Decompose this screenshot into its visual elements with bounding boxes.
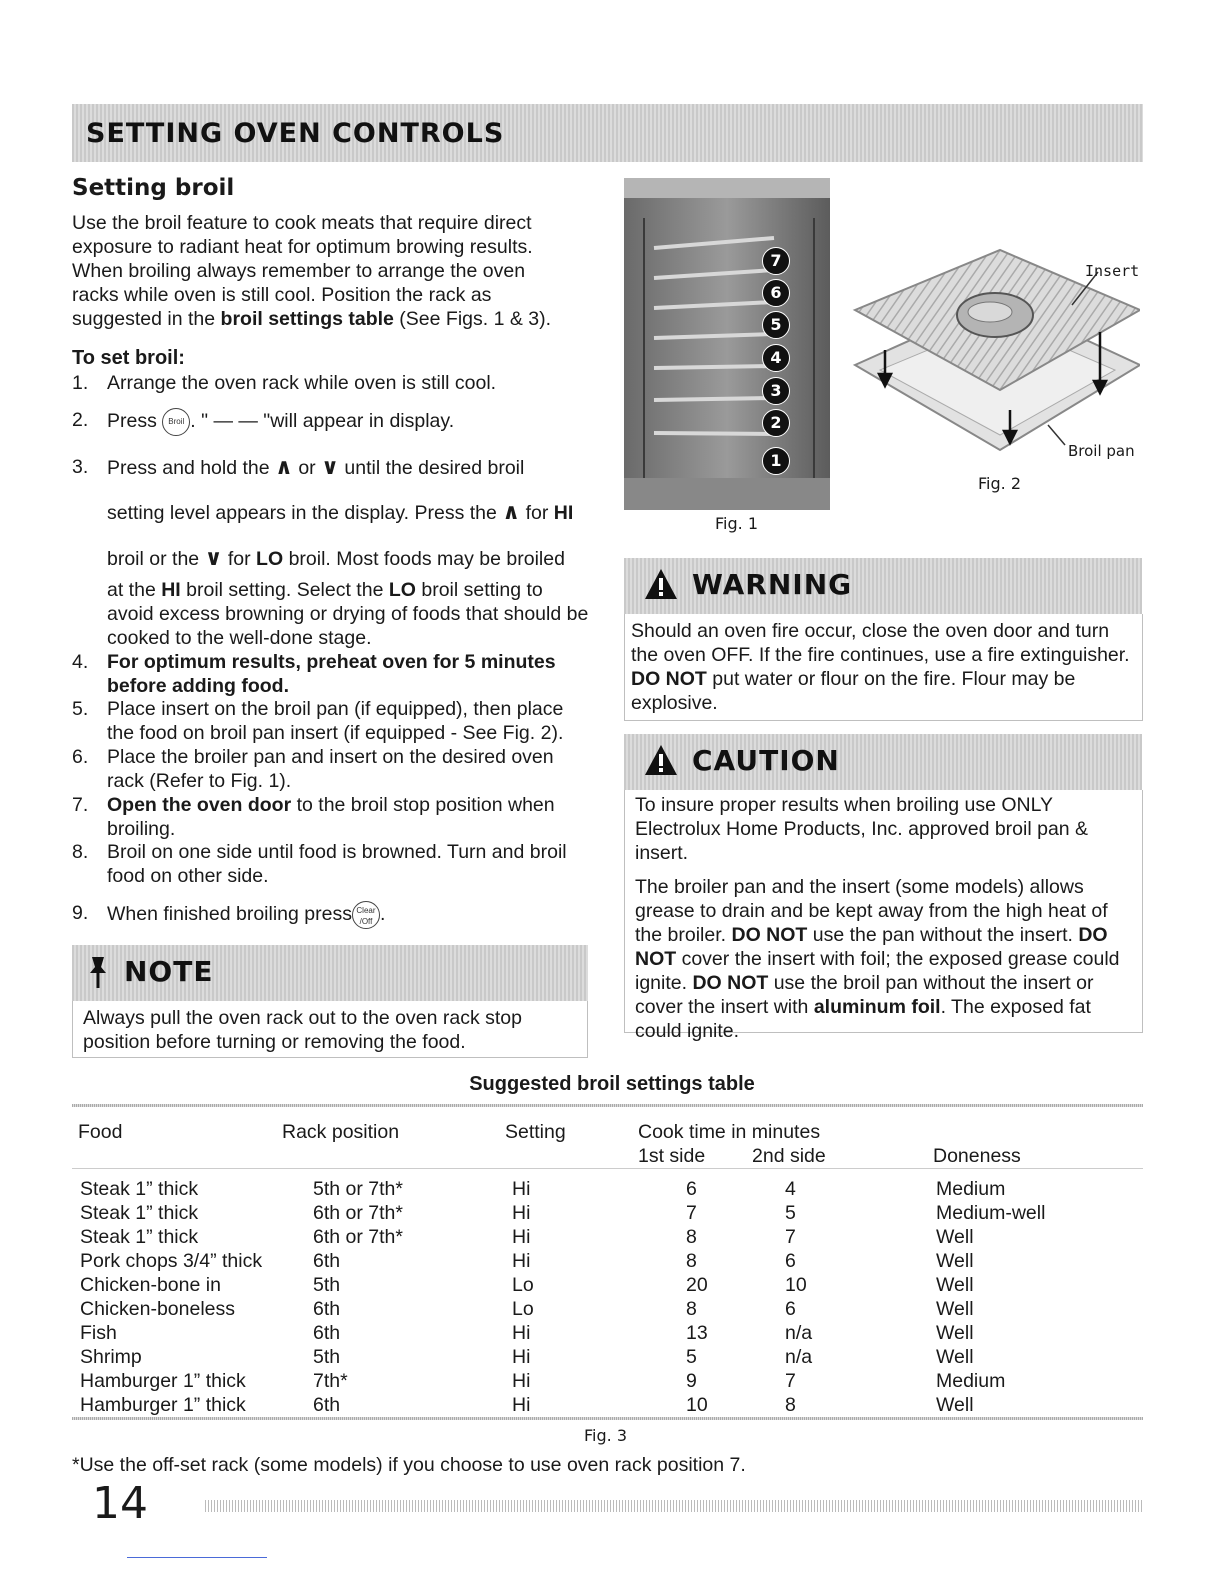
step-text: until the desired broil xyxy=(344,457,525,479)
header-cook-time: Cook time in minutes xyxy=(638,1121,821,1143)
cell-food: Chicken-boneless xyxy=(80,1298,236,1320)
cell-rack-position: 6th xyxy=(313,1298,341,1320)
setting-broil-heading: Setting broil xyxy=(72,175,235,201)
cell-rack-position: 6th xyxy=(313,1322,341,1344)
note-text: Always pull the oven rack out to the oven rack stop position before turning or removing the food. xyxy=(83,1007,522,1053)
fig1-oven-photo xyxy=(624,178,830,510)
cell-first-side: 7 xyxy=(686,1202,697,1224)
down-arrow-icon: ∨ xyxy=(204,545,223,570)
step-text: Place the broiler pan and insert on the desired oven rack (Refer to Fig. 1). xyxy=(107,746,554,792)
cell-rack-position: 5th or 7th* xyxy=(313,1178,403,1200)
step-text: Place insert on the broil pan (if equipped), then place the food on broil pan insert (if equipped - See Fig. 2). xyxy=(107,698,564,744)
cell-first-side: 8 xyxy=(686,1226,697,1248)
intro-text: Use the broil feature to cook meats that require direct exposure to radiant heat for optimum browing results. When broiling always remember to arrange the oven racks while oven is still cool. Position the rack as suggested in the xyxy=(72,212,533,330)
step-text-bold: Open the oven door xyxy=(107,794,292,816)
note-body xyxy=(72,1001,588,1058)
cell-setting: Hi xyxy=(512,1202,531,1224)
warning-header xyxy=(624,558,1142,614)
intro-bold: broil settings table xyxy=(220,308,394,330)
step-text: for xyxy=(227,548,251,570)
rack-badge-2: 2 xyxy=(762,409,790,437)
cell-setting: Hi xyxy=(512,1370,531,1392)
rack-badge-1: 1 xyxy=(762,447,790,475)
lo-label: LO xyxy=(256,548,284,570)
cell-rack-position: 5th xyxy=(313,1346,341,1368)
cell-rack-position: 6th xyxy=(313,1250,341,1272)
table-title: Suggested broil settings table xyxy=(469,1073,755,1095)
step-text: broil setting. Select the xyxy=(186,579,384,601)
cell-first-side: 6 xyxy=(686,1178,697,1200)
cell-second-side: 4 xyxy=(785,1178,796,1200)
cell-first-side: 10 xyxy=(686,1394,708,1416)
caution-text: . The exposed fat could ignite. xyxy=(635,996,1091,1042)
caution-triangle-icon xyxy=(644,744,678,776)
cell-doneness: Well xyxy=(936,1274,974,1296)
step-number: 6. xyxy=(72,746,89,768)
step-text-pre: When finished broiling press xyxy=(107,903,352,926)
caution-bold: aluminum foil xyxy=(813,996,941,1018)
section-header xyxy=(72,104,1143,162)
caution-paragraph-2 xyxy=(625,865,1142,1043)
cell-second-side: 6 xyxy=(785,1298,796,1320)
table-header-rule xyxy=(72,1168,1143,1169)
step-number: 1. xyxy=(72,372,89,394)
cell-doneness: Well xyxy=(936,1226,974,1248)
step-number: 3. xyxy=(72,456,89,478)
warning-text-b: put water or flour on the fire. Flour may be explosive. xyxy=(631,668,1076,714)
step-text: Arrange the oven rack while oven is still cool. xyxy=(107,372,497,394)
cell-doneness: Medium xyxy=(936,1370,1006,1392)
cell-first-side: 5 xyxy=(686,1346,697,1368)
header-food: Food xyxy=(78,1121,123,1143)
hi-label: HI xyxy=(161,579,181,601)
header-rack-position: Rack position xyxy=(282,1121,400,1143)
broil-pan-label: Broil pan xyxy=(1068,442,1135,460)
cell-second-side: 6 xyxy=(785,1250,796,1272)
cell-setting: Lo xyxy=(512,1298,534,1320)
intro-text-end: (See Figs. 1 & 3). xyxy=(393,308,552,330)
oven-interior-illustration xyxy=(624,178,830,510)
cell-second-side: 7 xyxy=(785,1370,796,1392)
table-row xyxy=(0,1249,1224,1273)
caution-paragraph-1: To insure proper results when broiling use ONLY Electrolux Home Products, Inc. approved broil pan & insert. xyxy=(635,794,1089,864)
step-text: broil setting to xyxy=(421,579,543,601)
warning-title: WARNING xyxy=(692,568,853,601)
table-row xyxy=(0,1201,1224,1225)
caution-bold: DO NOT xyxy=(731,924,808,946)
step-number: 9. xyxy=(72,902,89,924)
warning-triangle-icon xyxy=(644,568,678,600)
broil-key-icon: Broil xyxy=(162,408,190,436)
step-text: avoid excess browning or drying of foods that should be cooked to the well-done stage. xyxy=(107,603,589,649)
cell-food: Steak 1” thick xyxy=(80,1202,199,1224)
footer-blue-line xyxy=(127,1557,267,1558)
rack-badge-6: 6 xyxy=(762,279,790,307)
cell-food: Steak 1” thick xyxy=(80,1178,199,1200)
cell-second-side: 8 xyxy=(785,1394,796,1416)
table-bottom-rule xyxy=(72,1417,1143,1420)
cell-food: Shrimp xyxy=(80,1346,142,1368)
page-number: 14 xyxy=(92,1478,148,1529)
steps-title: To set broil: xyxy=(72,347,185,369)
section-title: SETTING OVEN CONTROLS xyxy=(86,118,505,149)
fig3-caption: Fig. 3 xyxy=(584,1426,627,1445)
fig2-caption: Fig. 2 xyxy=(978,474,1021,493)
caution-title: CAUTION xyxy=(692,744,840,777)
step-text: or xyxy=(298,457,316,479)
note-header xyxy=(72,945,588,1001)
note-title: NOTE xyxy=(124,955,214,988)
cell-rack-position: 6th xyxy=(313,1394,341,1416)
cell-rack-position: 7th* xyxy=(313,1370,348,1392)
caution-text: The broiler pan and the insert (some models) allows grease to drain and be kept away from the high heat of the broiler. xyxy=(635,876,1108,946)
rack-badge-5: 5 xyxy=(762,311,790,339)
step-text xyxy=(107,901,592,929)
fig2-broil-pan xyxy=(850,240,1140,480)
table-row xyxy=(0,1393,1224,1417)
step-text: for xyxy=(525,502,549,524)
step-number: 2. xyxy=(72,409,89,431)
table-footnote: *Use the off-set rack (some models) if you choose to use oven rack position 7. xyxy=(72,1454,746,1476)
cell-first-side: 20 xyxy=(686,1274,708,1296)
rack-badge-3: 3 xyxy=(762,377,790,405)
cell-food: Chicken-bone in xyxy=(80,1274,221,1296)
step-number: 4. xyxy=(72,651,89,673)
intro-paragraph xyxy=(72,211,562,331)
rack-badge-7: 7 xyxy=(762,247,790,275)
cell-second-side: 5 xyxy=(785,1202,796,1224)
caution-bold: DO NOT xyxy=(692,972,769,994)
footer-rule xyxy=(205,1500,1143,1512)
warning-text-a: Should an oven fire occur, close the oven door and turn the oven OFF. If the fire continues, use a fire extinguisher. xyxy=(631,620,1130,666)
step-text: broil. Most foods may be broiled xyxy=(288,548,565,570)
step-text: at the xyxy=(107,579,156,601)
step-text xyxy=(107,500,592,525)
warning-body xyxy=(624,614,1143,721)
header-1st-side: 1st side xyxy=(638,1145,706,1167)
cell-first-side: 8 xyxy=(686,1250,697,1272)
table-row xyxy=(0,1321,1224,1345)
header-2nd-side: 2nd side xyxy=(752,1145,826,1167)
cell-rack-position: 5th xyxy=(313,1274,341,1296)
cell-setting: Hi xyxy=(512,1346,531,1368)
table-row xyxy=(0,1177,1224,1201)
down-arrow-icon: ∨ xyxy=(321,454,339,479)
cell-setting: Hi xyxy=(512,1178,531,1200)
table-row xyxy=(0,1273,1224,1297)
cell-doneness: Well xyxy=(936,1298,974,1320)
cell-doneness: Well xyxy=(936,1346,974,1368)
cell-doneness: Well xyxy=(936,1250,974,1272)
cell-doneness: Medium xyxy=(936,1178,1006,1200)
header-setting: Setting xyxy=(505,1121,566,1143)
cell-second-side: 7 xyxy=(785,1226,796,1248)
up-arrow-icon: ∧ xyxy=(275,454,293,479)
step-text xyxy=(107,578,592,602)
clear-off-key-icon xyxy=(352,901,380,929)
cell-setting: Hi xyxy=(512,1226,531,1248)
cell-first-side: 13 xyxy=(686,1322,708,1344)
step-text xyxy=(107,408,592,436)
insert-label: Insert xyxy=(1085,262,1140,280)
table-body xyxy=(0,1177,1224,1417)
cell-setting: Hi xyxy=(512,1322,531,1344)
caution-body xyxy=(624,790,1143,1042)
caution-text: cover the insert with foil; the exposed grease could ignite. xyxy=(635,948,1120,994)
cell-setting: Lo xyxy=(512,1274,534,1296)
step-text-pre: Press xyxy=(107,410,157,433)
step-text-bold: For optimum results, preheat oven for 5 minutes before adding food. xyxy=(107,651,556,697)
step-text-rest: to the broil stop position when broiling. xyxy=(107,794,555,840)
step-text: broil or the xyxy=(107,548,200,570)
hi-label: HI xyxy=(553,502,574,524)
up-arrow-icon: ∧ xyxy=(502,499,521,524)
caution-bold: DO NOT xyxy=(635,924,1108,970)
step-number: 7. xyxy=(72,794,89,816)
table-row xyxy=(0,1297,1224,1321)
step-text: setting level appears in the display. Press the xyxy=(107,502,497,524)
step-text xyxy=(107,793,592,841)
fig1-caption: Fig. 1 xyxy=(715,514,758,533)
cell-first-side: 9 xyxy=(686,1370,697,1392)
table-row xyxy=(0,1345,1224,1369)
cell-doneness: Well xyxy=(936,1322,974,1344)
table-top-rule xyxy=(72,1104,1143,1107)
step-text xyxy=(107,455,592,480)
setting-broil-section xyxy=(72,176,592,200)
cell-food: Fish xyxy=(80,1322,117,1344)
caution-header xyxy=(624,734,1142,790)
warning-text xyxy=(625,614,1142,715)
cell-second-side: 10 xyxy=(785,1274,807,1296)
rack-badge-4: 4 xyxy=(762,344,790,372)
cell-food: Steak 1” thick xyxy=(80,1226,199,1248)
cell-second-side: n/a xyxy=(785,1322,813,1344)
cell-setting: Hi xyxy=(512,1250,531,1272)
header-doneness: Doneness xyxy=(933,1145,1021,1167)
cell-first-side: 8 xyxy=(686,1298,697,1320)
cell-food: Hamburger 1” thick xyxy=(80,1394,246,1416)
cell-setting: Hi xyxy=(512,1394,531,1416)
cell-rack-position: 6th or 7th* xyxy=(313,1226,403,1248)
step-text: Broil on one side until food is browned. Turn and broil food on other side. xyxy=(107,841,567,887)
warning-bold: DO NOT xyxy=(631,668,707,690)
caution-text: use the pan without the insert. xyxy=(807,924,1079,946)
cell-second-side: n/a xyxy=(785,1346,813,1368)
step-number: 8. xyxy=(72,841,89,863)
caution-text: use the broil pan without the insert or cover the insert with xyxy=(635,972,1094,1018)
pushpin-icon xyxy=(88,955,108,989)
cell-food: Hamburger 1” thick xyxy=(80,1370,246,1392)
cell-food: Pork chops 3/4” thick xyxy=(80,1250,263,1272)
step-text: Press and hold the xyxy=(107,457,270,479)
clear-key-label: Clear xyxy=(356,906,376,915)
table-row xyxy=(0,1225,1224,1249)
cell-rack-position: 6th or 7th* xyxy=(313,1202,403,1224)
step-text xyxy=(107,546,592,571)
table-row xyxy=(0,1369,1224,1393)
cell-doneness: Well xyxy=(936,1394,974,1416)
lo-label: LO xyxy=(388,579,416,601)
off-key-label: /Off xyxy=(359,917,373,926)
step-number: 5. xyxy=(72,698,89,720)
cell-doneness: Medium-well xyxy=(936,1202,1046,1224)
step-text-post: . " — — "will appear in display. xyxy=(190,410,455,433)
step-text-post: . xyxy=(379,903,386,926)
